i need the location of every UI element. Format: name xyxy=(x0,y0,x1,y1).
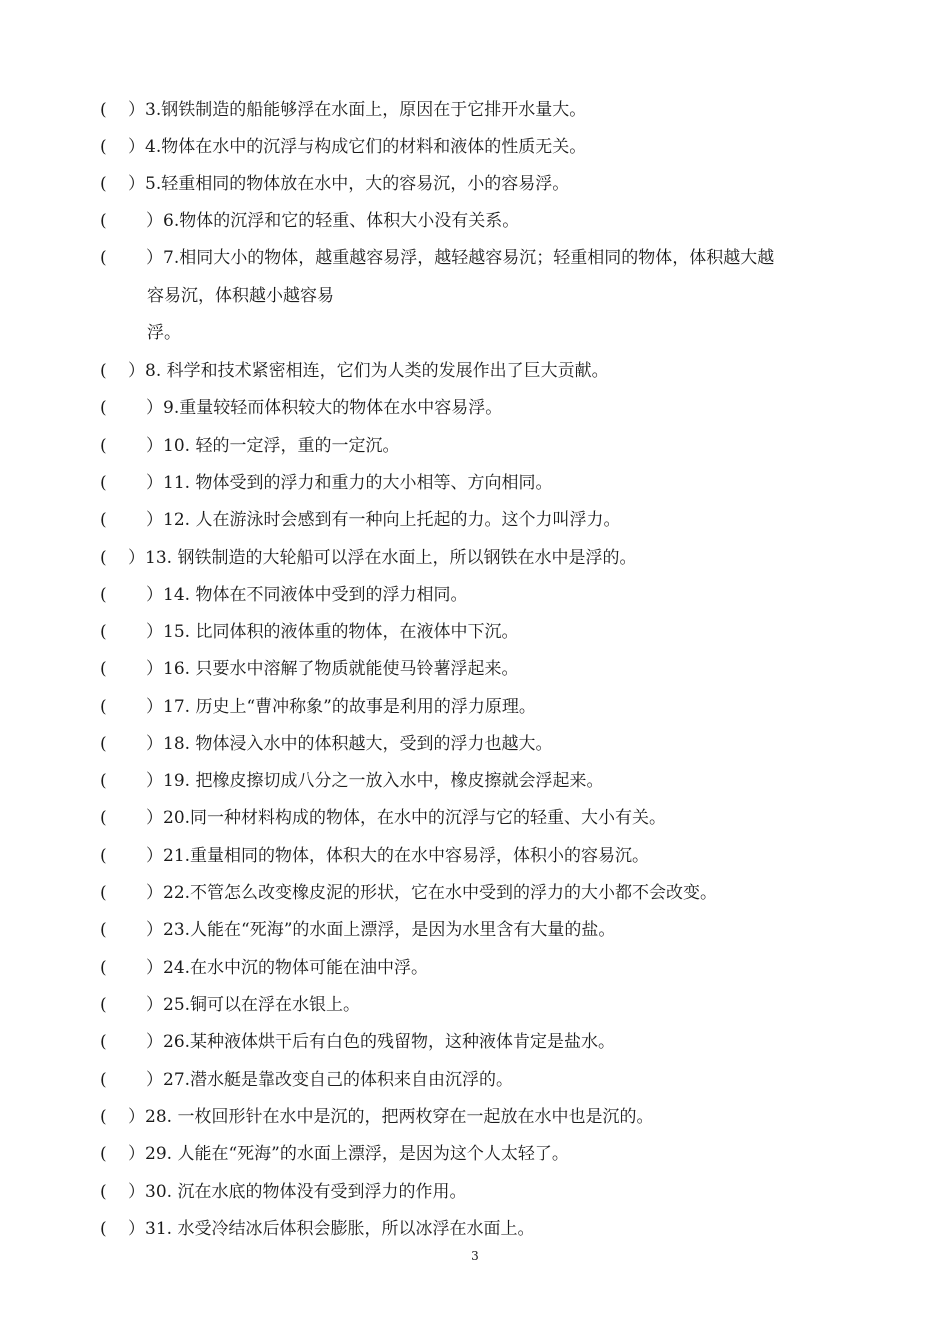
answer-blank: ( xyxy=(100,808,107,828)
answer-blank: ( xyxy=(100,1032,107,1052)
answer-blank: ( xyxy=(100,846,107,866)
question-text: ）24.在水中沉的物体可能在油中浮。 xyxy=(146,958,429,978)
question-text: ）12. 人在游泳时会感到有一种向上托起的力。这个力叫浮力。 xyxy=(146,510,621,530)
question-text: ）9.重量较轻而体积较大的物体在水中容易浮。 xyxy=(146,398,503,418)
question-text: ）31. 水受冷结冰后体积会膨胀，所以冰浮在水面上。 xyxy=(128,1219,535,1239)
question-text: ）14. 物体在不同液体中受到的浮力相同。 xyxy=(146,585,468,605)
answer-blank: ( xyxy=(100,1182,107,1202)
answer-blank: ( xyxy=(100,137,107,157)
question-text: ）11. 物体受到的浮力和重力的大小相等、方向相同。 xyxy=(146,473,553,493)
question-text: ）13. 钢铁制造的大轮船可以浮在水面上，所以钢铁在水中是浮的。 xyxy=(128,548,637,568)
question-text: ）8. 科学和技术紧密相连，它们为人类的发展作出了巨大贡献。 xyxy=(128,361,609,381)
question-text: ）19. 把橡皮擦切成八分之一放入水中，橡皮擦就会浮起来。 xyxy=(146,771,604,791)
question-text: ）4.物体在水中的沉浮与构成它们的材料和液体的性质无关。 xyxy=(128,137,587,157)
answer-blank: ( xyxy=(100,100,107,120)
question-text: ）21.重量相同的物体，体积大的在水中容易浮，体积小的容易沉。 xyxy=(146,846,650,866)
question-text: ）22.不管怎么改变橡皮泥的形状，它在水中受到的浮力的大小都不会改变。 xyxy=(146,883,718,903)
answer-blank: ( xyxy=(100,1144,107,1164)
answer-blank: ( xyxy=(100,622,107,642)
answer-blank: ( xyxy=(100,473,107,493)
answer-blank: ( xyxy=(100,248,107,268)
question-text: ）3.钢铁制造的船能够浮在水面上，原因在于它排开水量大。 xyxy=(128,100,587,120)
answer-blank: ( xyxy=(100,734,107,754)
question-text: ）5.轻重相同的物体放在水中，大的容易沉，小的容易浮。 xyxy=(128,174,570,194)
answer-blank: ( xyxy=(100,1107,107,1127)
question-text: ）29. 人能在“死海”的水面上漂浮，是因为这个人太轻了。 xyxy=(128,1144,569,1164)
answer-blank: ( xyxy=(100,510,107,530)
question-text: ）23.人能在“死海”的水面上漂浮，是因为水里含有大量的盐。 xyxy=(146,920,616,940)
question-text: ）7.相同大小的物体，越重越容易浮，越轻越容易沉；轻重相同的物体，体积越大越 xyxy=(146,248,775,268)
answer-blank: ( xyxy=(100,174,107,194)
answer-blank: ( xyxy=(100,883,107,903)
answer-blank: ( xyxy=(100,958,107,978)
answer-blank: ( xyxy=(100,1070,107,1090)
question-text: ）25.铜可以在浮在水银上。 xyxy=(146,995,361,1015)
answer-blank: ( xyxy=(100,920,107,940)
answer-blank: ( xyxy=(100,697,107,717)
answer-blank: ( xyxy=(100,361,107,381)
question-text: ）15. 比同体积的液体重的物体，在液体中下沉。 xyxy=(146,622,519,642)
answer-blank: ( xyxy=(100,659,107,679)
question-text: ）26.某种液体烘干后有白色的残留物，这种液体肯定是盐水。 xyxy=(146,1032,616,1052)
question-text: ）16. 只要水中溶解了物质就能使马铃薯浮起来。 xyxy=(146,659,519,679)
question-text: ）20.同一种材料构成的物体，在水中的沉浮与它的轻重、大小有关。 xyxy=(146,808,667,828)
answer-blank: ( xyxy=(100,1219,107,1239)
answer-blank: ( xyxy=(100,436,107,456)
question-text: ）10. 轻的一定浮，重的一定沉。 xyxy=(146,436,400,456)
page-number: 3 xyxy=(471,1249,479,1263)
question-text: ）30. 沉在水底的物体没有受到浮力的作用。 xyxy=(128,1182,467,1202)
answer-blank: ( xyxy=(100,398,107,418)
question-7-continuation-1: 容易沉，体积越小越容易 xyxy=(147,286,334,306)
answer-blank: ( xyxy=(100,211,107,231)
question-text: ）6.物体的沉浮和它的轻重、体积大小没有关系。 xyxy=(146,211,520,231)
question-text: ）17. 历史上“曹冲称象”的故事是利用的浮力原理。 xyxy=(146,697,536,717)
answer-blank: ( xyxy=(100,548,107,568)
question-text: ）18. 物体浸入水中的体积越大，受到的浮力也越大。 xyxy=(146,734,553,754)
answer-blank: ( xyxy=(100,771,107,791)
question-text: ）28. 一枚回形针在水中是沉的，把两枚穿在一起放在水中也是沉的。 xyxy=(128,1107,654,1127)
question-7-continuation-2: 浮。 xyxy=(147,323,181,343)
answer-blank: ( xyxy=(100,995,107,1015)
answer-blank: ( xyxy=(100,585,107,605)
question-text: ）27.潜水艇是靠改变自己的体积来自由沉浮的。 xyxy=(146,1070,514,1090)
